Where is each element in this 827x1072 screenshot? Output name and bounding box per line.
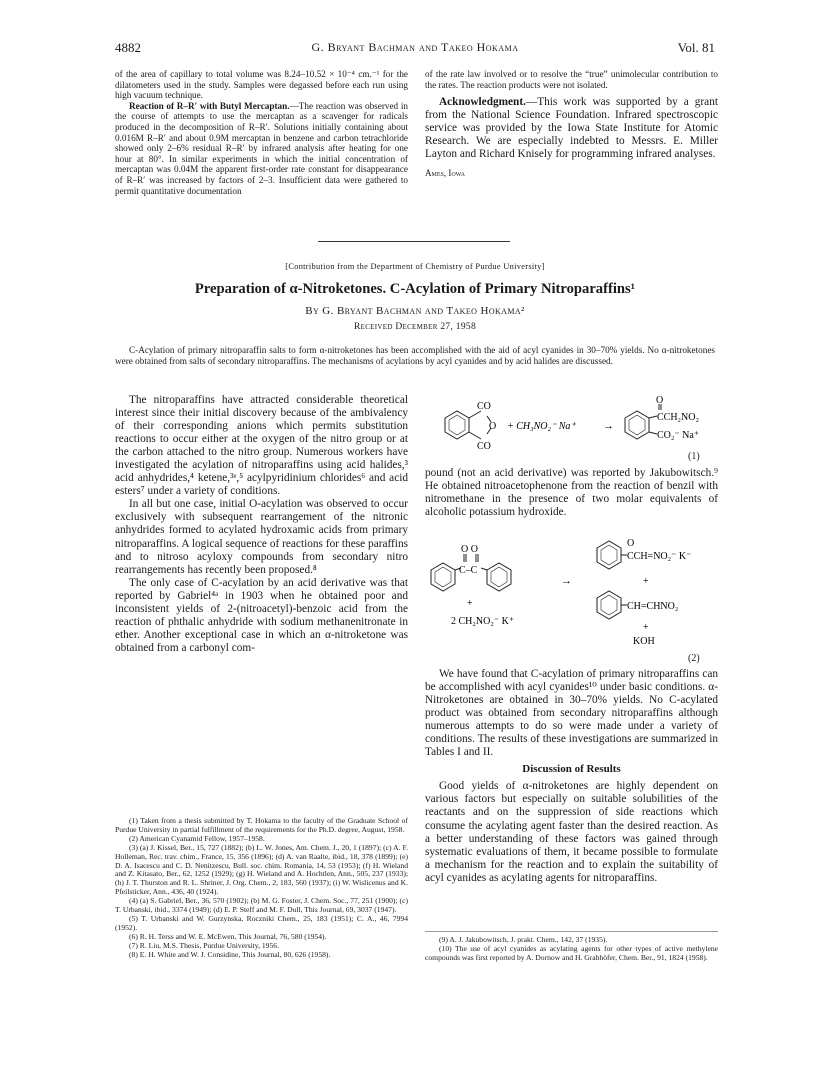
svg-text:CO₂⁻ Na⁺: CO₂⁻ Na⁺: [657, 430, 700, 441]
top-left-column: [115, 69, 408, 196]
svg-text:2 CH₂NO₂⁻ K⁺: 2 CH₂NO₂⁻ K⁺: [451, 616, 515, 627]
paragraph: In all but one case, initial O-acylation was observed to occur exclusively with subsequent rearrangement of the nitronic anhydrides formed to acylated hydroxamic acids from primary nitroparaffins. A logical sequence of reactions for these paraffins and to nitroso acyloxy compounds from secondary nitro rearrangements has recently been proposed.⁸: [115, 498, 408, 576]
left-column: [115, 394, 408, 655]
footnote: (7) R. Liu, M.S. Thesis, Purdue University, 1956.: [129, 940, 279, 950]
received-date: Received December 27, 1958: [354, 322, 476, 332]
section-heading: Discussion of Results: [522, 763, 621, 776]
paragraph: of the rate law involved or to resolve the “true” unimolecular contribution to the rates. The reaction products were not isolated.: [425, 69, 718, 90]
acknowledgment: Acknowledgment.—This work was supported by a grant from the National Science Foundation. Infrared spectroscopic service was provided by the Iowa State Institute for Atomic Research. We are especially indebted to Messrs. E. Miller Layton and Richard Knisely for programming infrared analyses.: [425, 96, 718, 161]
equation-1: [425, 396, 718, 466]
footnote: (1) Taken from a thesis submitted by T. Hokama to the faculty of the Graduate School of Purdue University in partial fulfillment of the requirements for the Ph.D. degree, August, 1958.: [115, 816, 408, 834]
paragraph: Good yields of α-nitroketones are highly dependent on various factors but especially on suitable solubilities of the reactants and on the suppression of side reactions which consume the acylating agent faster than the desired reaction. As a better understanding of these factors was gained through systematic evaluations of them, it became possible to formulate a mechanism for the reaction and to explain the suitability of acyl cyanides as acylating agents for nitroparaffins.: [425, 780, 718, 884]
svg-text:CH=CHNO₂: CH=CHNO₂: [627, 601, 679, 612]
phthalic-anhydride-reaction-structure: [425, 396, 718, 466]
svg-text:O: O: [489, 421, 497, 432]
footnote: (3) (a) J. Kissel, Ber., 15, 727 (1882); (b) L. W. Jones, Am. Chem. J., 20, 1 (1897); (c) A. F. Holleman, Rec. trav. chim., France, 15, 356 (1896); (d) A. van Raalte, ibid., 18, 378 (1899); (e) D. A. Isacescu and C. D. Nenitzescu, Bull. soc. chim. Romania, 14, 53 (1953); (f) H. Wieland and Z. Kitasato, Ber., 62, 1252 (1929); (g) H. Wieland and A. Hochtlen, Ann., 505, 237 (1933); (h) J. T. Thurston and R. L. Shriner, J. Org. Chem., 2, 183, 560 (1937); (i) W. Wislicenus and K. Pfeilsticker, Ann., 436, 40 (1924).: [115, 842, 408, 897]
authors: By G. Bryant Bachman and Takeo Hokama²: [305, 305, 525, 317]
svg-text:CO: CO: [477, 401, 491, 412]
article-title: Preparation of α-Nitroketones. C-Acylation of Primary Nitroparaffins¹: [194, 281, 636, 297]
paragraph: Reaction of R–R′ with Butyl Mercaptan.—The reaction was observed in the course of attempts to use the mercaptan as a scavenger for radicals produced in the decomposition of R–R′. Solutions initially containing about 0.016M R–R′ and about 0.9M mercaptan in benzene and carbon tetrachloride showed only 2–6% residual R–R′ by infrared analysis after heating for one hour at 80°. In similar experiments in which the initial concentration of mercaptan was 0.04M the apparent first-order rate constant for disappearance of R–R′ was increased by factors of 2–3. Insufficient data were gathered to permit quantitative documentation: [115, 100, 408, 196]
svg-text:+: +: [643, 622, 649, 633]
svg-text:CCH=NO₂⁻ K⁻: CCH=NO₂⁻ K⁻: [627, 551, 692, 562]
footnote: (4) (a) S. Gabriel, Ber., 36, 570 (1902); (b) M. G. Foster, J. Chem. Soc., 77, 251 (1900); (c) T. Urbanski, ibid., 3374 (1949); (d) E. P. Steff and M. F. Dull, This Journal, 69, 3037 (1947).: [115, 896, 408, 915]
svg-text:O: O: [627, 538, 635, 549]
abstract: C-Acylation of primary nitroparaffin salts to form α-nitroketones has been accomplished with the aid of acyl cyanides in 30–70% yields. No α-nitroketones were obtained from salts of secondary nitroparaffins. The mechanisms of acylations by acyl cyanides and by acid halides are discussed.: [115, 345, 715, 366]
benzil-reaction-structure: [425, 540, 718, 650]
volume-label: Vol. 81: [677, 40, 715, 55]
paragraph: We have found that C-acylation of primary nitroparaffins can be accomplished with acyl cyanides¹⁰ under basic conditions. α-Nitroketones are obtained in 30–70% yields. No C-acylated product was obtained from secondary nitroparaffins although numerous attempts to do so were made under a variety of conditions. The results of these investigations are summarized in Tables I and II.: [425, 668, 718, 759]
equation-1-label: (1): [688, 451, 700, 462]
svg-text:C–C: C–C: [459, 565, 478, 576]
svg-text:CO: CO: [477, 441, 491, 452]
location: Ames, Iowa: [425, 168, 465, 179]
svg-text:+: +: [467, 598, 473, 609]
separator-rule: [318, 241, 510, 242]
footnotes-left: [115, 817, 408, 960]
svg-text:KOH: KOH: [633, 636, 655, 647]
paragraph: of the area of capillary to total volume was 8.24–10.52 × 10⁻⁴ cm.⁻¹ for the dilatometers used in the study. Samples were degassed before each run using high vacuum technique.: [115, 69, 408, 101]
page-header: [115, 40, 715, 58]
equation-2-label: (2): [688, 653, 700, 664]
svg-text:CCH₂NO₂: CCH₂NO₂: [657, 412, 699, 423]
svg-text:→: →: [561, 575, 572, 587]
contribution-line: [Contribution from the Department of Chemistry of Purdue University]: [285, 262, 545, 271]
right-column-lower: [425, 668, 718, 885]
footnote: (8) E. H. White and W. J. Considine, This Journal, 80, 626 (1958).: [129, 949, 331, 959]
page-number: 4882: [115, 40, 141, 55]
svg-text:+: +: [643, 576, 649, 587]
svg-text:→: →: [603, 420, 614, 432]
footnote: (10) The use of acyl cyanides as acylating agents for other types of active methylene compounds was first reported by A. Dornow and H. Grabhöfer, Chem. Ber., 91, 1824 (1958).: [425, 943, 718, 962]
right-paragraph-pound: [425, 467, 718, 519]
top-right-column: [425, 69, 718, 178]
paragraph: The only case of C-acylation by an acid derivative was that reported by Gabriel⁴ᵃ in 1903 when he obtained poor and inconsistent yields of 2-(nitroacetyl)-benzoic acid from the reaction of phthalic anhydride with sodium methanenitronate in ether. Another exceptional case in which an α-nitroketone was obtained from a carbonyl com-: [115, 576, 408, 654]
footnotes-right: [425, 936, 718, 963]
equation-2: [425, 540, 718, 650]
run-in-heading: Reaction of R–R′ with Butyl Mercaptan.: [129, 100, 290, 111]
footnote: (6) R. H. Terss and W. E. McEwen, This Journal, 76, 580 (1954).: [129, 931, 327, 941]
footnote: (9) A. J. Jakubowitsch, J. prakt. Chem., 142, 37 (1935).: [439, 935, 608, 944]
running-title: G. Bryant Bachman and Takeo Hokama: [311, 40, 519, 54]
paragraph: The nitroparaffins have attracted considerable theoretical interest since their initial discovery because of the ambivalency of their corresponding anions which permits substitution reactions to occur either at the oxygen of the nitro group or at the carbon attached to the nitro group. Numerous workers have investigated the acylation of nitroparaffins using acid halides,³ acid anhydrides,⁴ ketene,³ᵉ,⁵ acylpyridinium chlorides⁶ and acid esters⁷ under a variety of conditions.: [115, 394, 408, 498]
svg-text:+ CH₃NO₂⁻ Na⁺: + CH₃NO₂⁻ Na⁺: [507, 421, 576, 432]
footnote-rule: [425, 931, 718, 932]
footnote: (5) T. Urbanski and W. Gurzynska, Roczniki Chem., 25, 183 (1951); C. A., 46, 7994 (1952).: [115, 913, 408, 932]
svg-text:O: O: [656, 395, 664, 406]
footnote: (2) American Cyanamid Fellow, 1957–1958.: [129, 833, 265, 843]
acknowledgment-heading: Acknowledgment.: [439, 96, 526, 109]
svg-text:O O: O O: [461, 544, 478, 555]
paragraph: pound (not an acid derivative) was reported by Jakubowitsch.⁹ He obtained nitroacetophenone from the reaction of benzil with nitromethane in the presence of two molar equivalents of alcoholic potassium hydroxide.: [425, 467, 718, 519]
